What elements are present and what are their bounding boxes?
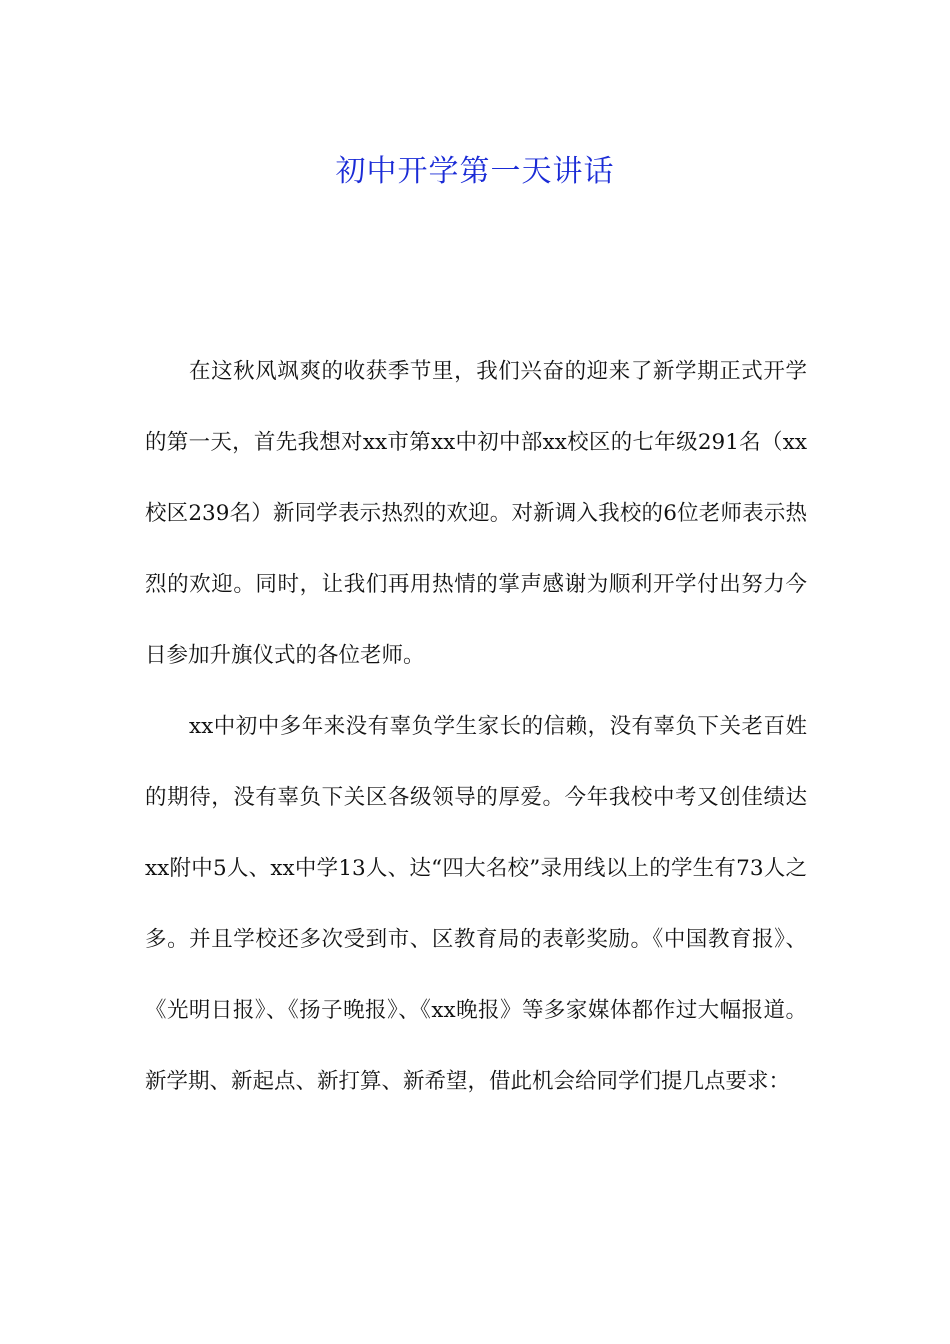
page-title: 初中开学第一天讲话 <box>335 154 615 190</box>
paragraph-2: xx中初中多年来没有辜负学生家长的信赖，没有辜负下关老百姓的期待，没有辜负下关区各级领导的厚爱。今年我校中考又创佳绩达xx附中5人、xx中学13人、达“四大名校”录用线以上的学生有73人之多。并且学校还多次受到市、区教育局的表彰奖励。《中国教育报》、《光明日报》、《扬子晚报》、《xx晚报》等多家媒体都作过大幅报道。新学期、新起点、新打算、新希望，借此机会给同学们提几点要求： <box>145 714 807 1094</box>
paragraph-1: 在这秋风飒爽的收获季节里，我们兴奋的迎来了新学期正式开学的第一天，首先我想对xx市第xx中初中部xx校区的七年级291名（xx校区239名）新同学表示热烈的欢迎。对新调入我校的6位老师表示热烈的欢迎。同时，让我们再用热情的掌声感谢为顺利开学付出努力今日参加升旗仪式的各位老师。 <box>145 359 808 668</box>
document-body <box>145 336 807 1117</box>
